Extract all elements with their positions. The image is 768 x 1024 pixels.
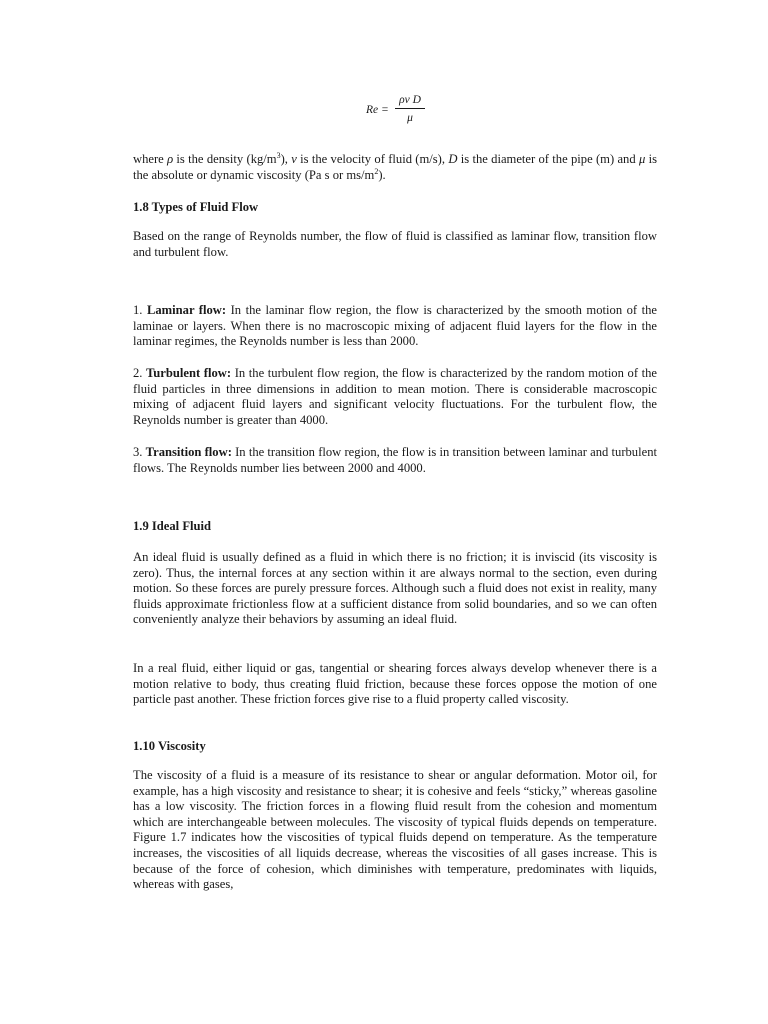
list-text: In the transition flow region, the flow is in transition between laminar and turbulent flows. The Reynolds number lies between 2000 and 4000. [133,445,657,475]
definition-text: is the velocity of fluid (m/s), [296,152,449,166]
section-1-10-paragraph: The viscosity of a fluid is a measure of its resistance to shear or angular deformation. Motor oil, for example, has a high viscosity and resistance to shear; it is cohesive and feels “sticky,” whereas gasoline has a low viscosity. The friction forces in a flowing fluid result from the cohesion and momentum which are interchangeable between molecules. The viscosity of typical fluids depends on temperature. Figure 1.7 indicates how the viscosities of typical fluids depend on temperature. As the temperature increases, the viscosities of all liquids decrease, whereas the viscosities of all gases increase. This is because of the force of cohesion, which diminishes with temperature, predominates with liquids, whereas with gases, [133,768,657,892]
list-number: 1. [133,303,147,317]
definition-text: is the density (kg/m [173,152,277,166]
list-item-turbulent-flow [133,366,657,428]
list-item-transition-flow [133,445,657,476]
formula-numerator: ρv D [395,93,425,109]
section-heading-1-9: 1.9 Ideal Fluid [133,519,212,533]
list-number: 3. [133,445,146,459]
list-text: In the laminar flow region, the flow is characterized by the smooth motion of the laminae or layers. When there is no macroscopic mixing of adjacent fluid layers for the flow in the laminar regimes, the Reynolds number is less than 2000. [133,303,658,349]
section-1-9-paragraph-1: An ideal fluid is usually defined as a fluid in which there is no friction; it is inviscid (its viscosity is zero). Thus, the internal forces at any section within it are always normal to the section, even during motion. So these forces are purely pressure forces. Although such a fluid does not exist in reality, many fluids approximate frictionless flow at a sufficient distance from solid boundaries, and so we can often conveniently analyze their behaviors by assuming an ideal fluid. [133,550,657,627]
list-item-laminar-flow [133,303,657,350]
superscript: 3 [276,151,281,160]
list-term: Turbulent flow: [146,366,232,380]
formula-denominator: μ [407,112,413,124]
definition-text: is the absolute or dynamic viscosity (Pa s or ms/m [133,152,658,182]
definition-text: where [133,152,168,166]
formula-fraction [395,93,425,125]
section-1-9-paragraph-2: In a real fluid, either liquid or gas, tangential or shearing forces always develop whenever there is a motion relative to body, thus creating fluid friction, because these forces oppose the motion of one particle past another. These friction forces give rise to a fluid property called viscosity. [133,661,657,707]
variable-definitions [133,152,657,183]
list-term: Transition flow: [145,445,232,459]
symbol-mu: μ [638,152,646,166]
list-text: In the turbulent flow region, the flow is characterized by the random motion of the fluid particles in three dimensions in addition to mean motion. There is considerable macroscopic mixing of adjacent fluid layers and significant velocity fluctuations. For the turbulent flow, the Reynolds number is greater than 4000. [133,366,658,427]
section-heading-1-10: 1.10 Viscosity [133,739,206,753]
section-heading-1-8: 1.8 Types of Fluid Flow [133,200,259,214]
formula-lhs: Re = [366,104,389,116]
section-1-8-intro: Based on the range of Reynolds number, the flow of fluid is classified as laminar flow, transition flow and turbulent flow. [133,229,657,259]
superscript: 2 [374,166,379,176]
symbol-d: D [448,152,458,166]
definition-text: ), [280,152,292,166]
list-term: Laminar flow: [146,303,227,317]
list-number: 2. [133,366,147,380]
definition-text: ). [378,167,386,182]
definition-text: is the diameter of the pipe (m) and [457,152,639,166]
symbol-v: v [291,152,297,166]
symbol-rho: ρ [167,152,174,166]
